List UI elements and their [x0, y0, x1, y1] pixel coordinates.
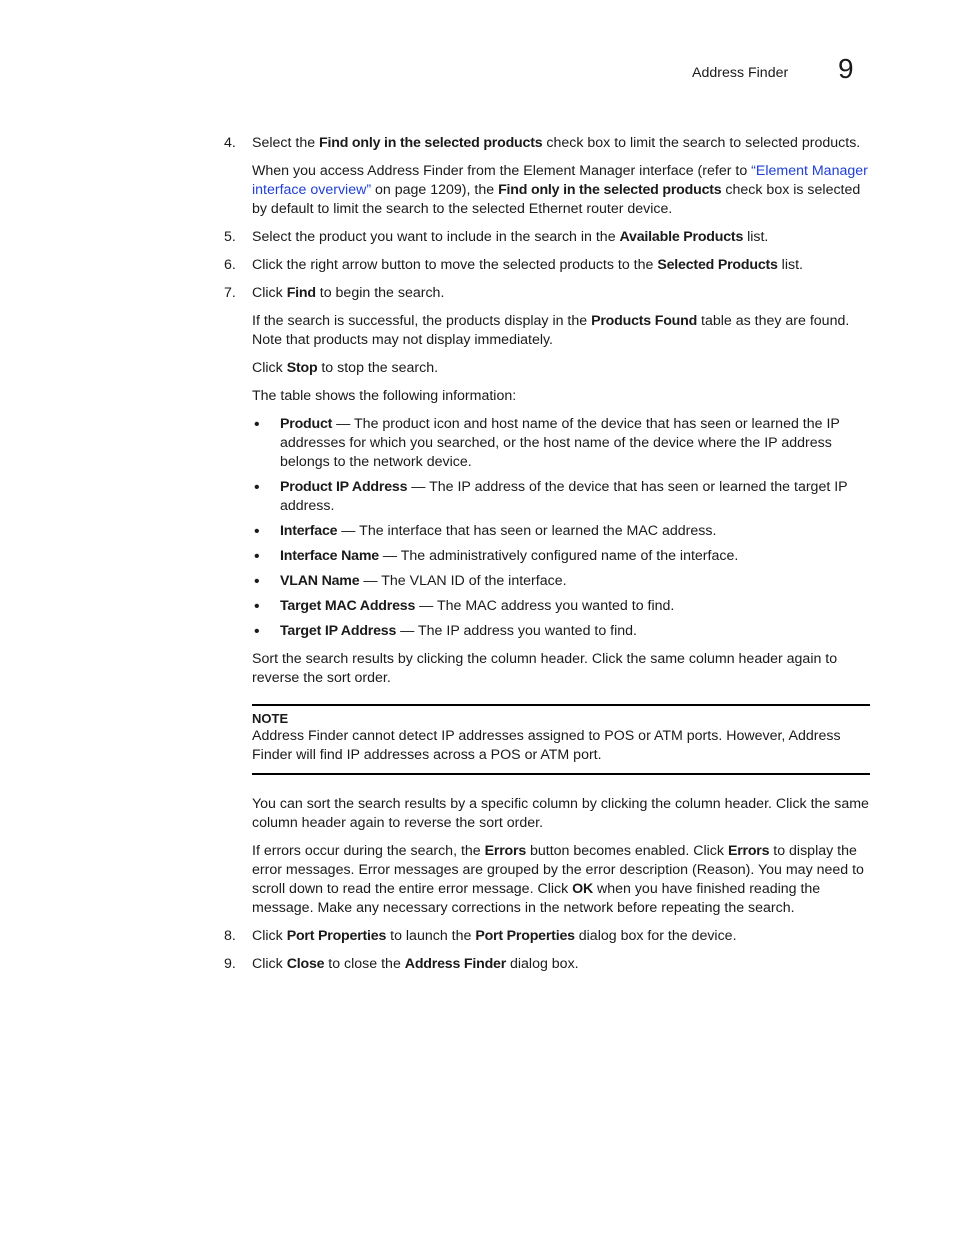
- ui-term: Errors: [484, 843, 527, 859]
- step-text: list.: [777, 257, 803, 273]
- para-text: check box is selected by default to limit the search to the selected Ethernet router device.: [252, 182, 861, 217]
- cross-reference-link[interactable]: “Element Manager interface overview”: [252, 163, 868, 198]
- step-7-stop: [224, 359, 870, 378]
- step-text: dialog box for the device.: [574, 928, 737, 944]
- column-description: — The interface that has seen or learned the MAC address.: [337, 523, 717, 539]
- bullet-icon: •: [254, 479, 260, 496]
- step-number: 6.: [224, 257, 236, 273]
- ui-term: Find: [286, 285, 316, 301]
- step-text: Select the: [252, 135, 320, 151]
- step-number: 9.: [224, 956, 236, 972]
- step-number: 4.: [224, 135, 236, 151]
- column-description: — The IP address of the device that has seen or learned the target IP address.: [280, 479, 848, 514]
- errors-paragraph: [224, 842, 870, 918]
- step-text: to begin the search.: [315, 285, 445, 301]
- para-text: When you access Address Finder from the Element Manager interface (refer to: [252, 163, 752, 179]
- ui-term: Errors: [727, 843, 770, 859]
- note-text: Address Finder cannot detect IP addresses assigned to POS or ATM ports. However, Address Finder will find IP addresses across a POS or ATM port.: [252, 728, 841, 763]
- column-term: Target IP Address: [280, 623, 397, 639]
- column-term: Product IP Address: [280, 479, 408, 495]
- bullet-icon: •: [254, 573, 260, 590]
- step-number: 7.: [224, 285, 236, 301]
- chapter-number: 9: [838, 53, 854, 84]
- list-item: [254, 522, 870, 541]
- step-9: [224, 955, 870, 974]
- bullet-icon: •: [254, 416, 260, 433]
- para-text: button becomes enabled. Click: [526, 843, 728, 859]
- step-text: to launch the: [386, 928, 476, 944]
- ui-term: Find only in the selected products: [498, 182, 722, 198]
- sort-instructions: Sort the search results by clicking the column header. Click the same column header again to reverse the sort order.: [252, 651, 838, 686]
- step-4-detail: [224, 162, 870, 219]
- step-7-result: [224, 312, 870, 350]
- column-term: Interface: [280, 523, 338, 539]
- section-title: Address Finder: [692, 65, 789, 81]
- para-text: If the search is successful, the products display in the: [252, 313, 592, 329]
- bullet-icon: •: [254, 523, 260, 540]
- step-text: Click: [252, 956, 287, 972]
- ui-term: Stop: [286, 360, 318, 376]
- note-box: [252, 704, 870, 775]
- bullet-icon: •: [254, 623, 260, 640]
- ui-term: Close: [286, 956, 325, 972]
- ui-term: Port Properties: [286, 928, 387, 944]
- step-text: Click: [252, 285, 287, 301]
- para-text: to display the error messages. Error messages are grouped by the error description (Reason). You may need to scroll down to read the entire error message. Click: [252, 843, 864, 897]
- para-text: If errors occur during the search, the: [252, 843, 485, 859]
- list-item: [254, 478, 870, 516]
- step-5: [224, 228, 870, 247]
- step-number: 8.: [224, 928, 236, 944]
- list-item: [254, 415, 870, 472]
- column-term: Interface Name: [280, 548, 379, 564]
- step-text: check box to limit the search to selected products.: [542, 135, 861, 151]
- para-text: table as they are found. Note that products may not display immediately.: [252, 313, 850, 348]
- ui-term: Find only in the selected products: [319, 135, 543, 151]
- list-item: [254, 597, 870, 616]
- step-6: [224, 256, 870, 275]
- para-text: when you have finished reading the message. Make any necessary corrections in the network before repeating the search.: [252, 881, 821, 916]
- column-description: — The product icon and host name of the device that has seen or learned the IP addresses for which you searched, or the host name of the device where the IP address belongs to the network device.: [280, 416, 840, 470]
- page-body: [224, 134, 870, 983]
- bullet-icon: •: [254, 548, 260, 565]
- ui-term: OK: [572, 881, 594, 897]
- ui-term: Port Properties: [475, 928, 575, 944]
- para-text: on page 1209), the: [371, 182, 499, 198]
- step-8: [224, 927, 870, 946]
- step-text: to close the: [324, 956, 405, 972]
- sort-by-column: You can sort the search results by a specific column by clicking the column header. Click the same column header again to reverse the sort order.: [252, 796, 869, 831]
- step-text: list.: [743, 229, 769, 245]
- column-term: Product: [280, 416, 333, 432]
- column-description: — The MAC address you wanted to find.: [415, 598, 675, 614]
- step-4: [224, 134, 870, 153]
- list-item: [254, 547, 870, 566]
- step-text: Click the right arrow button to move the selected products to the: [252, 257, 658, 273]
- ui-term: Selected Products: [657, 257, 778, 273]
- step-7: [224, 284, 870, 303]
- ui-term: Available Products: [619, 229, 744, 245]
- bullet-icon: •: [254, 598, 260, 615]
- column-description: — The VLAN ID of the interface.: [359, 573, 567, 589]
- list-item: [254, 572, 870, 591]
- ui-term: Products Found: [591, 313, 698, 329]
- step-text: dialog box.: [506, 956, 579, 972]
- para-text: Click: [252, 360, 287, 376]
- column-term: VLAN Name: [280, 573, 360, 589]
- note-title: NOTE: [252, 711, 289, 726]
- column-list: [224, 415, 870, 641]
- table-intro: The table shows the following information:: [252, 388, 517, 404]
- column-description: — The administratively configured name of the interface.: [378, 548, 739, 564]
- step-text: Select the product you want to include in the search in the: [252, 229, 620, 245]
- ui-term: Address Finder: [404, 956, 507, 972]
- column-description: — The IP address you wanted to find.: [396, 623, 637, 639]
- para-text: to stop the search.: [317, 360, 439, 376]
- column-term: Target MAC Address: [280, 598, 416, 614]
- step-number: 5.: [224, 229, 236, 245]
- list-item: [254, 622, 870, 641]
- step-text: Click: [252, 928, 287, 944]
